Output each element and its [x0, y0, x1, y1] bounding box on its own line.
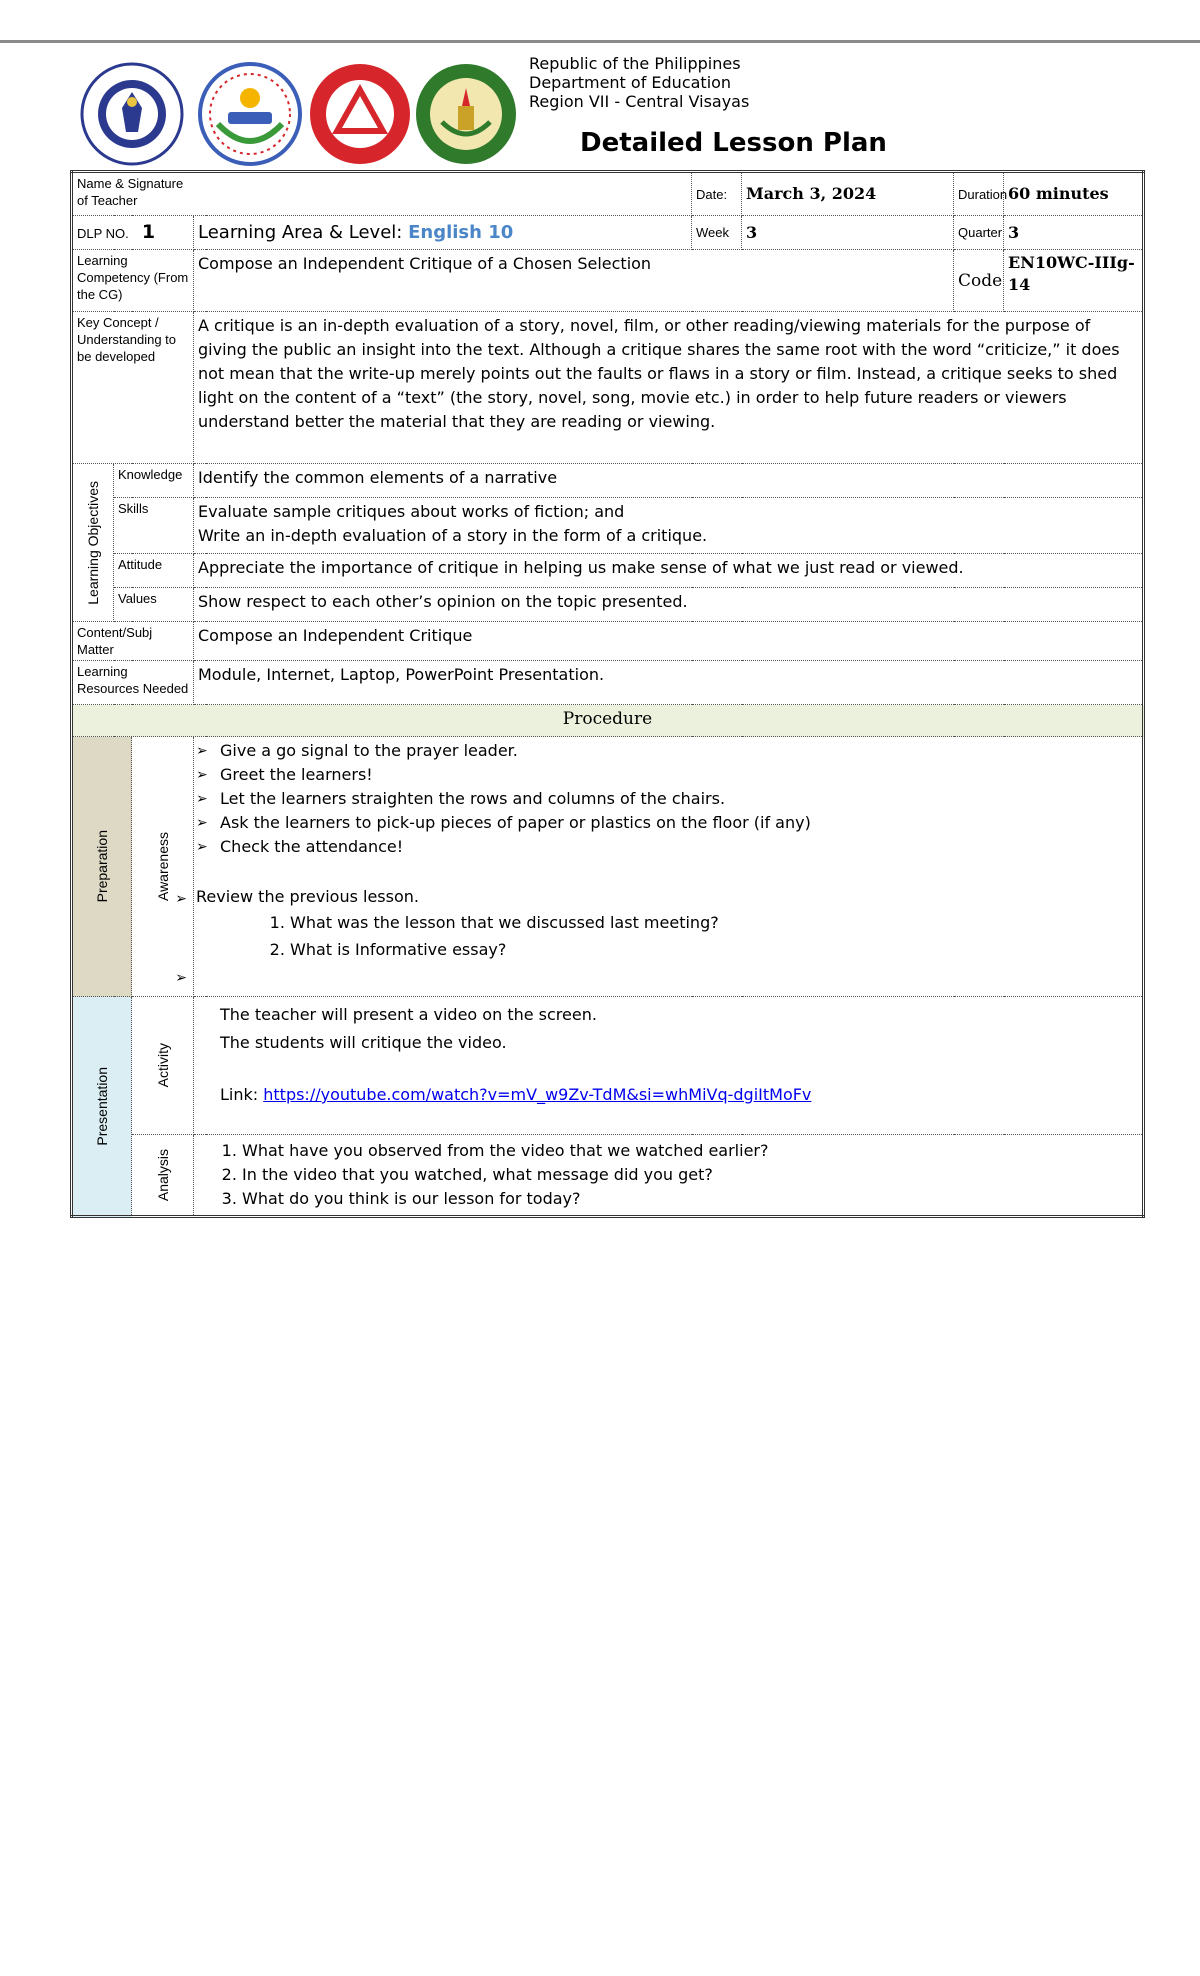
analysis-label: Analysis	[154, 1148, 171, 1202]
region-vii-logo	[198, 62, 302, 166]
activity-label: Activity	[154, 1043, 171, 1088]
list-item: 1. What have you observed from the video that we watched earlier?	[242, 1139, 1138, 1163]
arrow-bullet-icon: ➢	[175, 970, 187, 986]
key-concept-label: Key Concept / Understanding to be developed	[72, 312, 194, 464]
analysis-content	[194, 1135, 1144, 1217]
dlp-number-cell	[72, 216, 194, 250]
preparation-cell	[72, 737, 132, 997]
header-line-2: Department of Education	[529, 73, 732, 92]
values-value: Show respect to each other’s opinion on the topic presented.	[194, 588, 1144, 622]
deped-seal-logo	[80, 62, 184, 166]
week-label: Week	[692, 216, 742, 250]
key-concept-value: A critique is an in-depth evaluation of a story, novel, film, or other reading/viewing materials for the purpose of giving the public an insight into the text. Although a critique shares the same root with the word “criticize,” it does not mean that the write-up merely points out the faults or flaws in a story or film. Instead, a critique seeks to shed light on the content of a “text” (the story, novel, song, movie etc.) in order to help future readers or viewers understand better the material that they are reading or viewing.	[194, 312, 1144, 464]
attitude-value: Appreciate the importance of critique in helping us make sense of what we just read or viewed.	[194, 554, 1144, 588]
list-item: ➢ Ask the learners to pick-up pieces of paper or plastics on the floor (if any)	[194, 811, 1138, 835]
code-value: EN10WC-IIIg-14	[1004, 250, 1144, 312]
list-item: 1. What was the lesson that we discussed last meeting?	[290, 909, 1138, 936]
activity-line-2: The students will critique the video.	[220, 1033, 507, 1052]
procedure-heading: Procedure	[72, 705, 1144, 737]
list-item: ➢ Greet the learners!	[194, 763, 1138, 787]
list-item: 2. What is Informative essay?	[290, 936, 1138, 963]
video-link[interactable]: https://youtube.com/watch?v=mV_w9Zv-TdM&si=whMiVq-dgiItMoFv	[263, 1085, 812, 1104]
presentation-label: Presentation	[94, 1066, 110, 1146]
review-questions	[194, 909, 1138, 963]
analysis-cell	[132, 1135, 194, 1217]
video-link-row	[220, 1083, 1138, 1107]
lesson-plan-table	[70, 170, 1145, 1218]
top-rule	[0, 40, 1200, 43]
learning-area-value: English 10	[408, 221, 514, 243]
awareness-list	[194, 739, 1138, 859]
attitude-label: Attitude	[114, 554, 194, 588]
skills-line-2: Write an in-depth evaluation of a story in the form of a critique.	[198, 526, 708, 545]
awareness-content	[194, 737, 1144, 997]
skills-cell	[194, 498, 1144, 554]
competency-value: Compose an Independent Critique of a Chosen Selection	[194, 250, 954, 312]
arrow-bullet-icon: ➢	[175, 891, 187, 907]
quarter-label: Quarter	[954, 216, 1004, 250]
school-logo	[414, 62, 518, 166]
code-label: Code	[954, 250, 1004, 312]
learning-area-cell	[194, 216, 692, 250]
activity-line-1: The teacher will present a video on the screen.	[220, 1005, 597, 1024]
date-label: Date:	[692, 172, 742, 216]
presentation-cell	[72, 997, 132, 1217]
knowledge-value: Identify the common elements of a narrative	[194, 464, 1144, 498]
week-value: 3	[742, 216, 954, 250]
learning-objectives-cell	[72, 464, 114, 622]
competency-label: Learning Competency (From the CG)	[72, 250, 194, 312]
name-signature-label: Name & Signature of Teacher	[77, 176, 184, 208]
document-title: Detailed Lesson Plan	[580, 128, 887, 158]
header-line-3: Region VII - Central Visayas	[529, 92, 750, 111]
review-text: Review the previous lesson.	[196, 887, 419, 906]
list-item: ➢ Let the learners straighten the rows and columns of the chairs.	[194, 787, 1138, 811]
awareness-label: Awareness	[154, 831, 171, 901]
values-label: Values	[114, 588, 194, 622]
list-item: 3. What do you think is our lesson for today?	[242, 1187, 1138, 1211]
knowledge-label: Knowledge	[114, 464, 194, 498]
resources-label: Learning Resources Needed	[72, 661, 194, 705]
activity-content	[194, 997, 1144, 1135]
skills-line-1: Evaluate sample critiques about works of fiction; and	[198, 502, 625, 521]
quarter-value: 3	[1004, 216, 1144, 250]
content-label: Content/Subj Matter	[72, 622, 194, 661]
list-item: ➢ Give a go signal to the prayer leader.	[194, 739, 1138, 763]
resources-value: Module, Internet, Laptop, PowerPoint Presentation.	[194, 661, 1144, 705]
content-value: Compose an Independent Critique	[194, 622, 1144, 661]
preparation-label: Preparation	[94, 830, 110, 903]
list-item: ➢ Check the attendance!	[194, 835, 1138, 859]
learning-area-label: Learning Area & Level:	[198, 221, 403, 243]
dlp-label: DLP NO.	[77, 226, 129, 241]
dlp-value: 1	[141, 221, 156, 243]
activity-cell	[132, 997, 194, 1135]
name-signature-cell	[72, 172, 692, 216]
list-item: 2. In the video that you watched, what message did you get?	[242, 1163, 1138, 1187]
link-label: Link:	[220, 1085, 259, 1104]
header-line-1: Republic of the Philippines	[529, 54, 741, 73]
agency-header	[529, 54, 749, 111]
date-value: March 3, 2024	[742, 172, 954, 216]
division-toledo-logo	[308, 62, 412, 166]
learning-objectives-label: Learning Objectives	[85, 480, 101, 605]
awareness-cell	[132, 737, 194, 997]
skills-label: Skills	[114, 498, 194, 554]
duration-value: 60 minutes	[1004, 172, 1144, 216]
analysis-questions	[198, 1139, 1138, 1211]
logo-strip	[80, 62, 520, 170]
duration-label: Duration	[954, 172, 1004, 216]
